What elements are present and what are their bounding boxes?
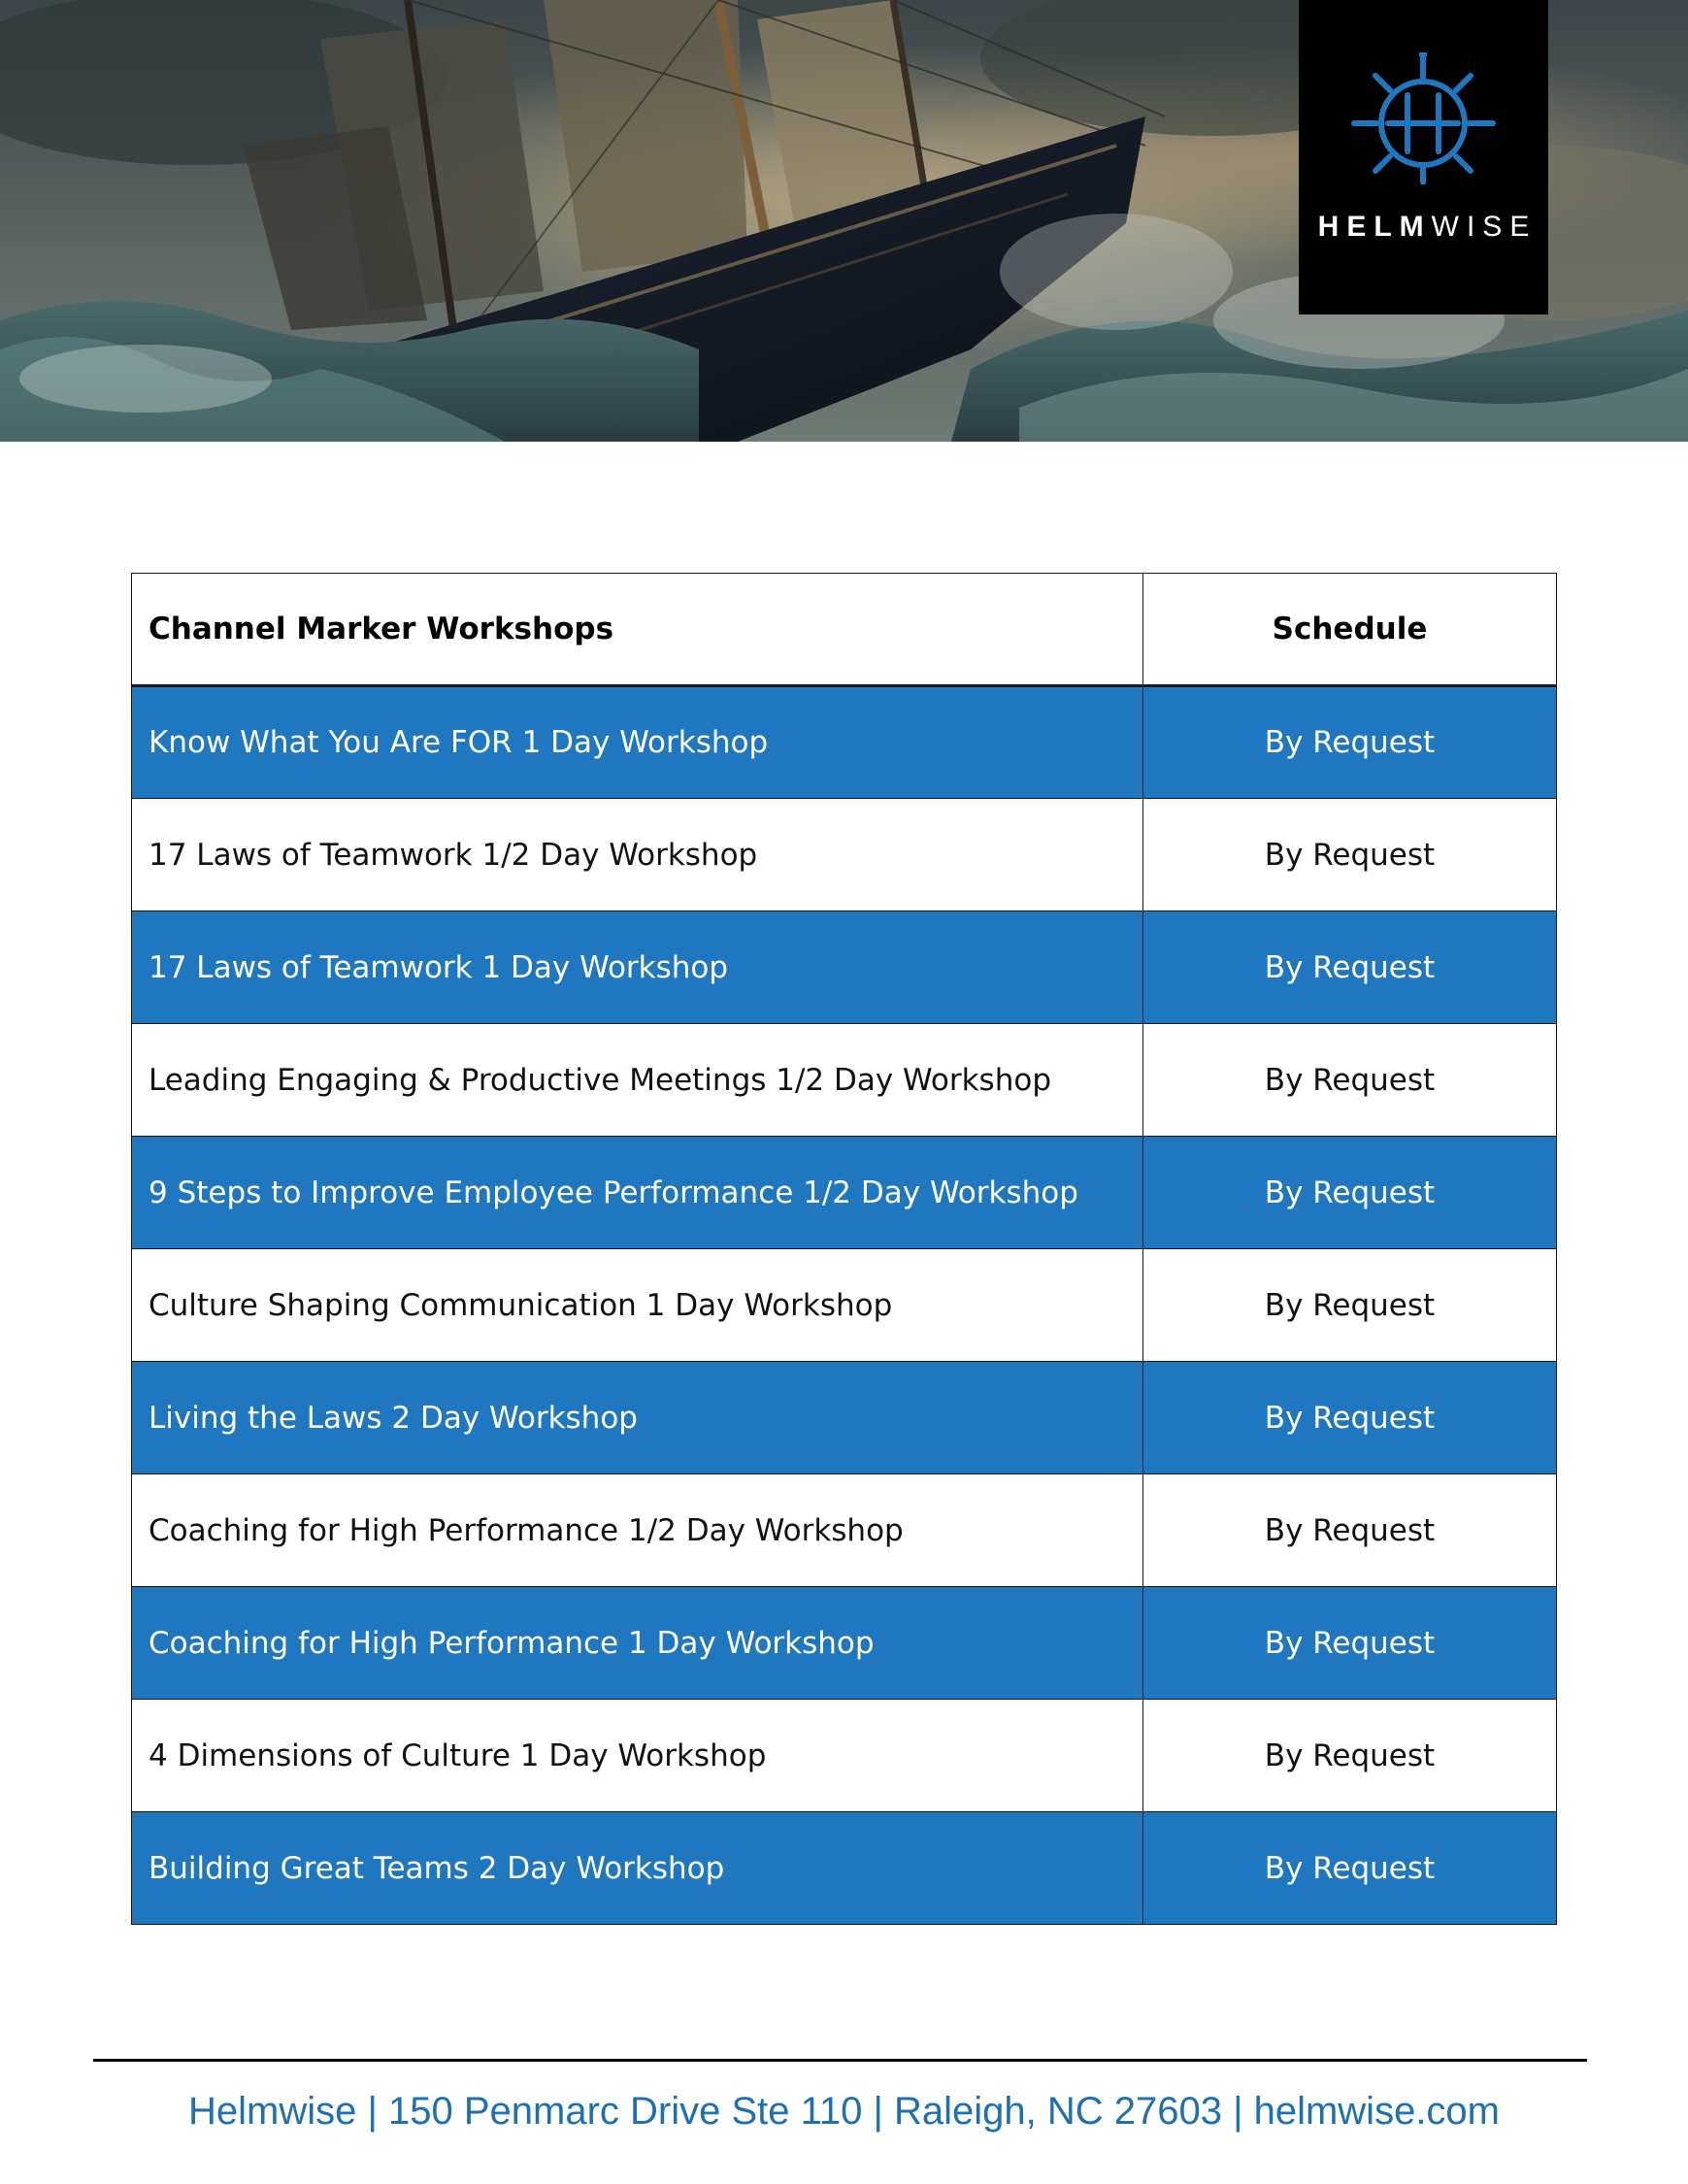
workshop-schedule: By Request [1143,1024,1557,1137]
workshop-schedule: By Request [1143,1474,1557,1587]
workshop-name: 4 Dimensions of Culture 1 Day Workshop [132,1700,1143,1812]
table-row [132,1249,1557,1362]
workshop-name: 17 Laws of Teamwork 1/2 Day Workshop [132,799,1143,911]
table-row [132,1700,1557,1812]
workshop-name: Culture Shaping Communication 1 Day Workshop [132,1249,1143,1362]
workshops-table [131,573,1557,1925]
workshop-name: Leading Engaging & Productive Meetings 1/2 Day Workshop [132,1024,1143,1137]
table-row [132,1362,1557,1474]
workshop-schedule: By Request [1143,1362,1557,1474]
footer-divider [93,2059,1587,2062]
workshop-schedule: By Request [1143,1137,1557,1249]
table-row [132,1474,1557,1587]
workshop-name: Know What You Are FOR 1 Day Workshop [132,686,1143,799]
header-schedule: Schedule [1143,574,1557,686]
helm-wheel-icon [1349,49,1498,184]
logo-wordmark [1299,210,1548,245]
workshop-name: Coaching for High Performance 1 Day Workshop [132,1587,1143,1700]
table-row [132,911,1557,1024]
table-row [132,799,1557,911]
header-banner [0,0,1688,442]
workshop-name: 17 Laws of Teamwork 1 Day Workshop [132,911,1143,1024]
table-row [132,1587,1557,1700]
table-row [132,686,1557,799]
workshop-schedule: By Request [1143,1249,1557,1362]
workshop-schedule: By Request [1143,1700,1557,1812]
workshops-table-container [131,573,1556,1925]
workshop-schedule: By Request [1143,1587,1557,1700]
table-row [132,1137,1557,1249]
table-row [132,1812,1557,1925]
workshop-name: Building Great Teams 2 Day Workshop [132,1812,1143,1925]
logo-word-light: WISE [1431,211,1538,243]
workshop-schedule: By Request [1143,911,1557,1024]
logo-word-bold: HELM [1317,211,1432,243]
table-header-row [132,574,1557,686]
workshop-name: Living the Laws 2 Day Workshop [132,1362,1143,1474]
header-workshops: Channel Marker Workshops [132,574,1143,686]
table-row [132,1024,1557,1137]
workshop-schedule: By Request [1143,1812,1557,1925]
workshop-name: Coaching for High Performance 1/2 Day Workshop [132,1474,1143,1587]
workshop-schedule: By Request [1143,686,1557,799]
workshop-schedule: By Request [1143,799,1557,911]
footer-address: Helmwise | 150 Penmarc Drive Ste 110 | Raleigh, NC 27603 | helmwise.com [188,2090,1500,2133]
workshop-name: 9 Steps to Improve Employee Performance 1/2 Day Workshop [132,1137,1143,1249]
logo [1299,0,1548,314]
